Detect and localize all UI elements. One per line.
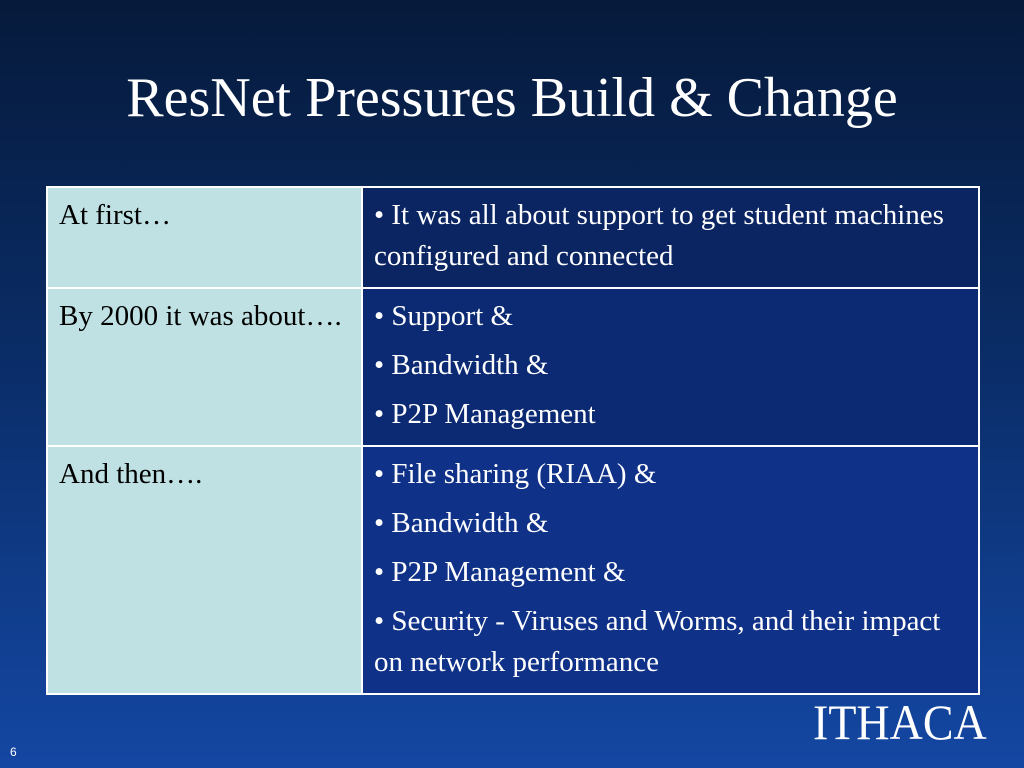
row-label: And then…. (59, 458, 203, 490)
bullet-item: • It was all about support to get student machines configured and connected (374, 199, 944, 272)
bullet-item: • Support & (374, 300, 514, 332)
row-label-cell (47, 288, 362, 446)
ithaca-logo: ITHACA (813, 694, 987, 750)
table-row (47, 288, 979, 446)
row-label: By 2000 it was about…. (59, 300, 342, 332)
bullet-item: • P2P Management & (374, 556, 626, 588)
row-bullets-cell (362, 288, 979, 446)
row-bullets-cell (362, 187, 979, 288)
slide-title: ResNet Pressures Build & Change (126, 67, 898, 129)
row-bullets-cell (362, 446, 979, 694)
bullet-item: • Security - Viruses and Worms, and their impact on network performance (374, 605, 941, 678)
row-label-cell (47, 187, 362, 288)
row-label-cell (47, 446, 362, 694)
row-label: At first… (59, 199, 171, 231)
content-table (46, 186, 980, 695)
table-row (47, 446, 979, 694)
page-number: 6 (10, 745, 17, 759)
bullet-item: • Bandwidth & (374, 349, 549, 381)
table-row (47, 187, 979, 288)
bullet-item: • Bandwidth & (374, 507, 549, 539)
bullet-item: • P2P Management (374, 398, 596, 430)
bullet-item: • File sharing (RIAA) & (374, 458, 657, 490)
